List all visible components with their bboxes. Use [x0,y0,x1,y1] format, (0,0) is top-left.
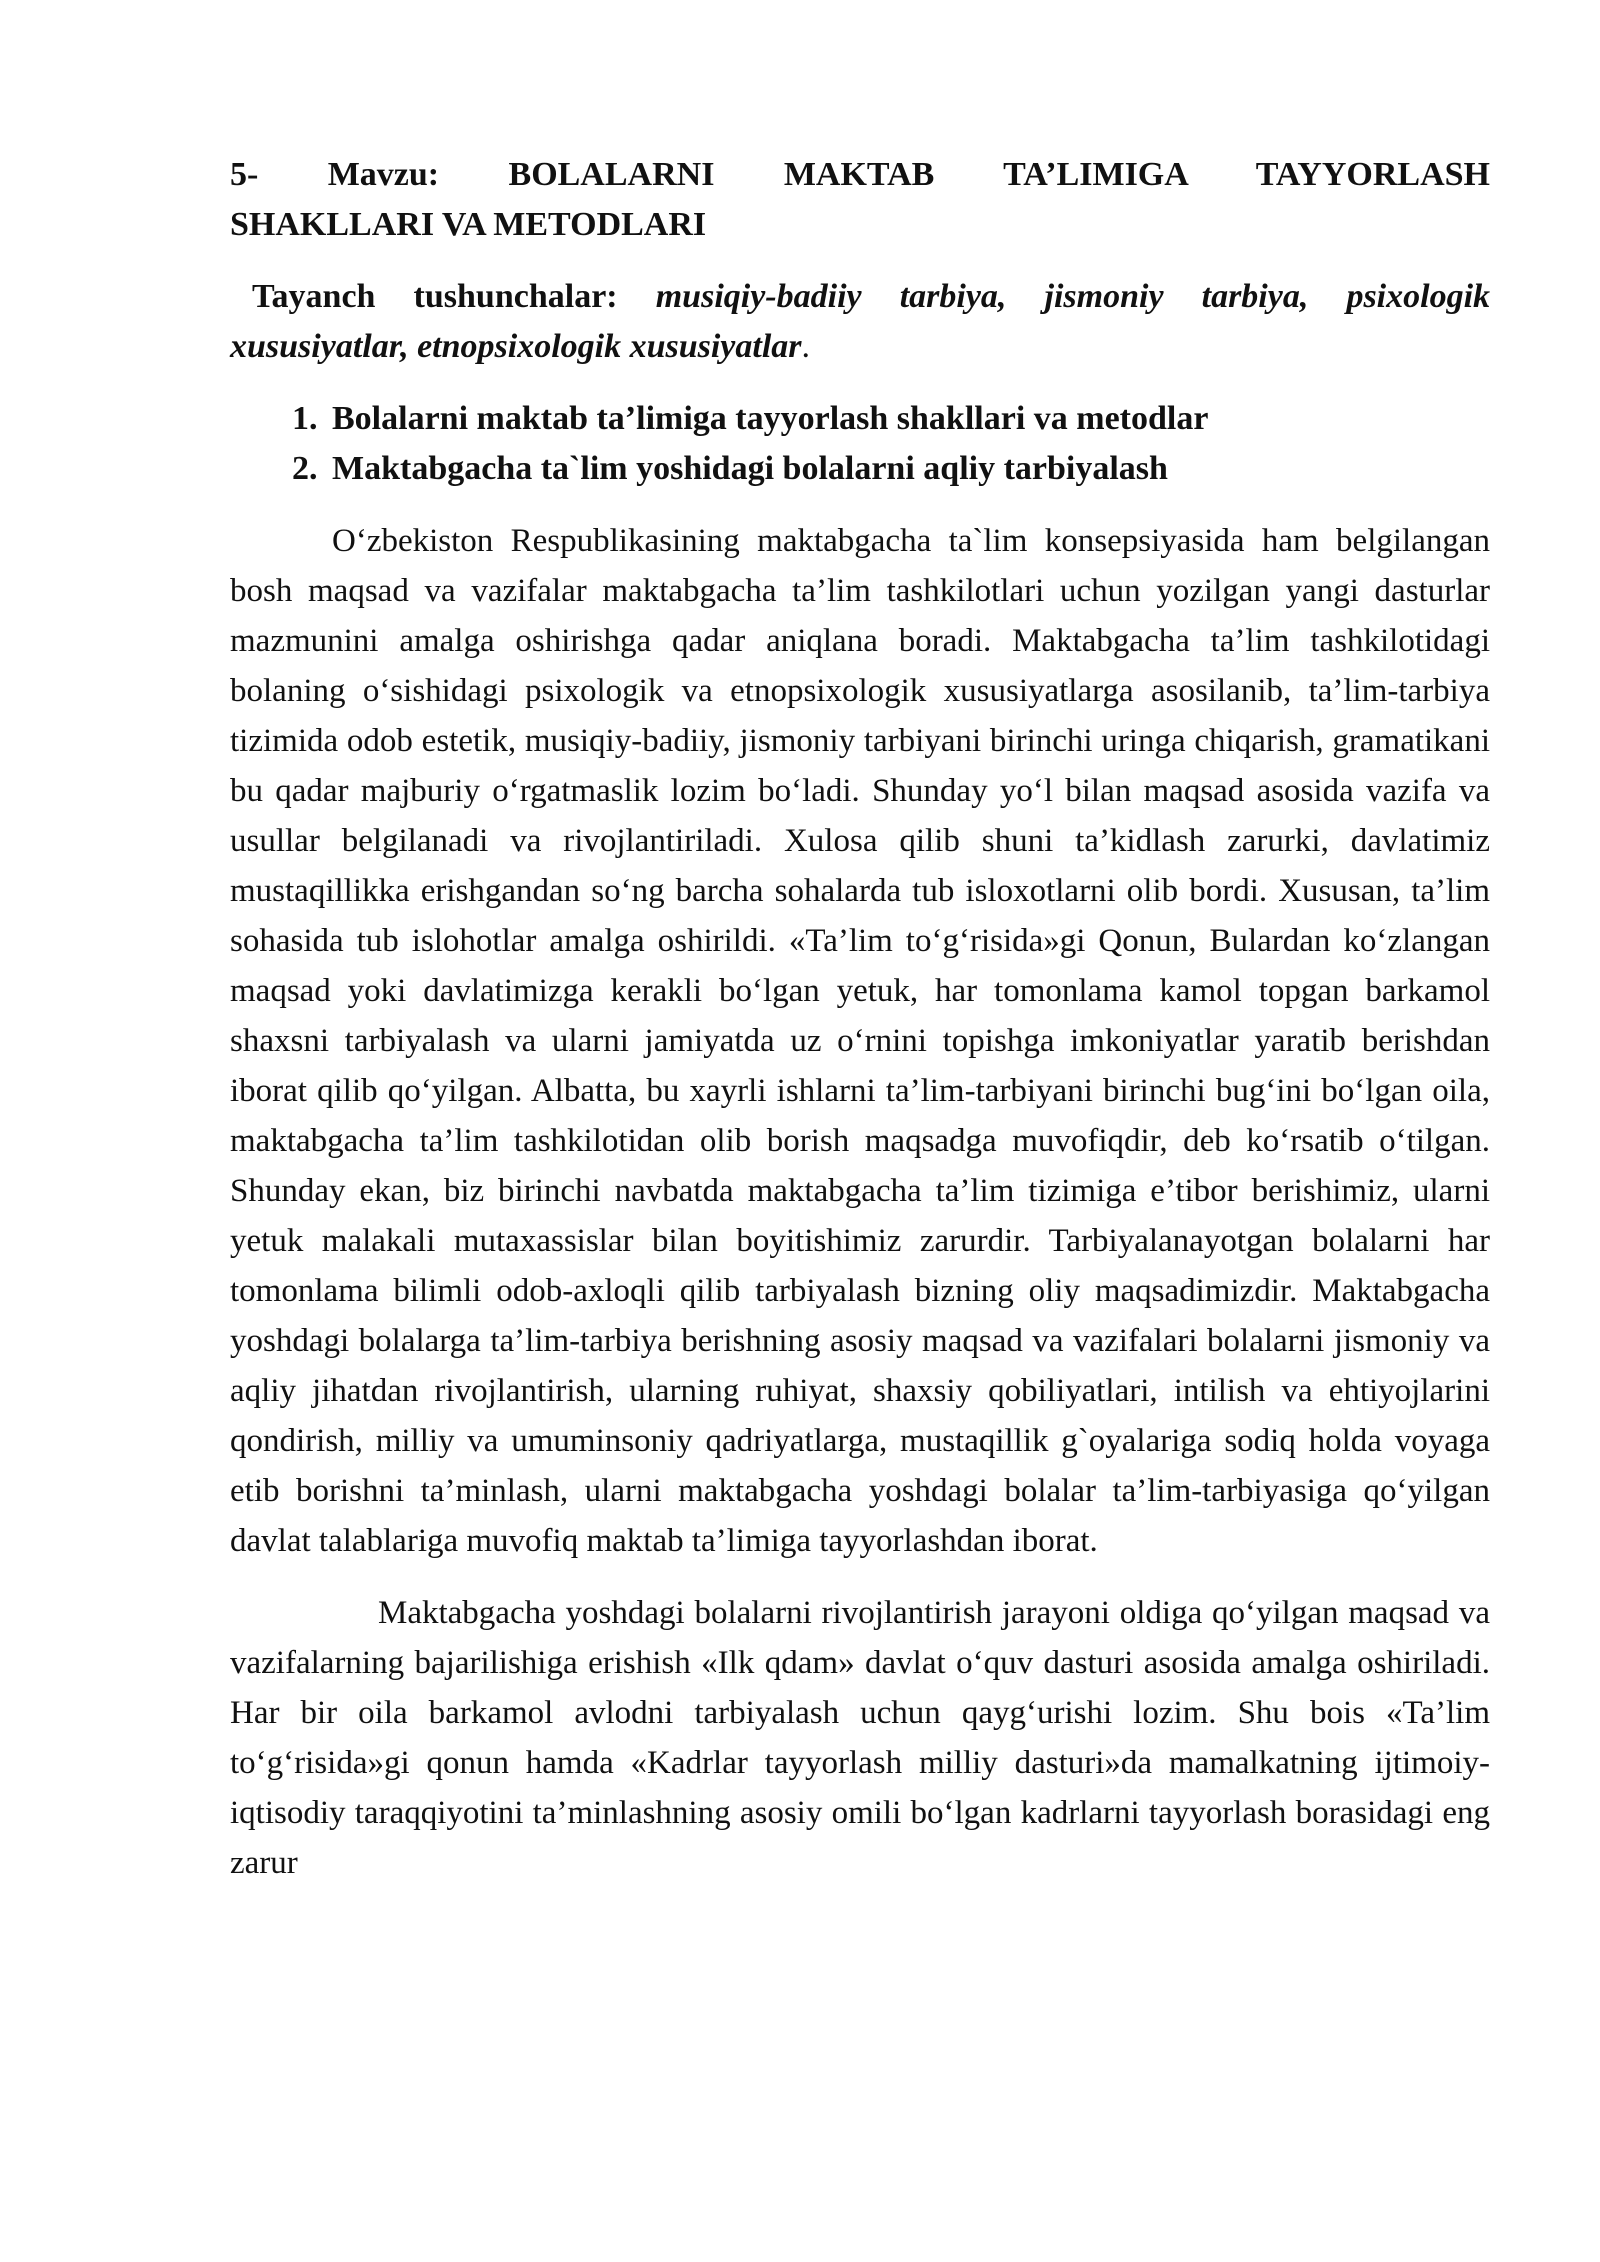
page-title [230,150,1490,250]
topic-item: 1. Bolalarni maktab ta’limiga tayyorlash shakllari va metodlar [326,394,1490,444]
keywords-label: Tayanch tushunchalar: [252,278,618,315]
keywords-end: . [801,328,811,365]
topics-list [230,394,1490,494]
title-line-1: 5- Mavzu: BOLALARNI MAKTAB TA’LIMIGA TAYYORLASH [230,156,1490,193]
body-paragraph-2: Maktabgacha yoshdagi bolalarni rivojlantirish jarayoni oldiga qo‘yilgan maqsad va vazifalarning bajarilishiga erishish «Ilk qdam» davlat o‘quv dasturi asosida amalga oshiriladi. Har bir oila barkamol avlodni tarbiyalash uchun qayg‘urishi lozim. Shu bois «Ta’lim to‘g‘risida»gi qonun hamda «Kadrlar tayyorlash milliy dasturi»da mamalkatning ijtimoiy-iqtisodiy taraqqiyotini ta’minlashning asosiy omili bo‘lgan kadrlarni tayyorlash borasidagi eng zarur [230,1595,1490,1881]
keywords-paragraph [230,272,1490,372]
document-page [230,150,1490,1910]
body-paragraph-1: O‘zbekiston Respublikasining maktabgacha ta`lim konsepsiyasida ham belgilangan bosh maqsad va vazifalar maktabgacha ta’lim tashkilotlari uchun yozilgan yangi dasturlar mazmunini amalga oshirishga qadar aniqlana boradi. Maktabgacha ta’lim tashkilotidagi bolaning o‘sishidagi psixologik va etnopsixologik xususiyatlarga asosilanib, ta’lim-tarbiya tizimida odob estetik, musiqiy-badiiy, jismoniy tarbiyani birinchi uringa chiqarish, gramatikani bu qadar majburiy o‘rgatmaslik lozim bo‘ladi. Shunday yo‘l bilan maqsad asosida vazifa va usullar belgilanadi va rivojlantiriladi. Xulosa qilib shuni ta’kidlash zarurki, davlatimiz mustaqillikka erishgandan so‘ng barcha sohalarda tub isloxotlarni olib bordi. Xususan, ta’lim sohasida tub islohotlar amalga oshirildi. «Ta’lim to‘g‘risida»gi Qonun, Bulardan ko‘zlangan maqsad yoki davlatimizga kerakli bo‘lgan yetuk, har tomonlama kamol topgan barkamol shaxsni tarbiyalash va ularni jamiyatda uz o‘rnini topishga imkoniyatlar yaratib berishdan iborat qilib qo‘yilgan. Albatta, bu xayrli ishlarni ta’lim-tarbiyani birinchi bug‘ini bo‘lgan oila, maktabgacha ta’lim tashkilotidan olib borish maqsadga muvofiqdir, deb ko‘rsatib o‘tilgan. Shunday ekan, biz birinchi navbatda maktabgacha ta’lim tizimiga e’tibor berishimiz, ularni yetuk malakali mutaxassislar bilan boyitishimiz zarurdir. Tarbiyalanayotgan bolalarni har tomonlama bilimli odob-axloqli qilib tarbiyalash bizning oliy maqsadimizdir. Maktabgacha yoshdagi bolalarga ta’lim-tarbiya berishning asosiy maqsad va vazifalari bolalarni jismoniy va aqliy jihatdan rivojlantirish, ularning ruhiyat, shaxsiy qobiliyatlari, intilish va ehtiyojlarini qondirish, milliy va umuminsoniy qadriyatlarga, mustaqillik g`oyalariga sodiq holda voyaga etib borishni ta’minlash, ularni maktabgacha yoshdagi bolalar ta’lim-tarbiyasiga qo‘yilgan davlat talablariga muvofiq maktab ta’limiga tayyorlashdan iborat. [230,523,1490,1559]
title-line-2: SHAKLLARI VA METODLARI [230,206,707,243]
keywords-terms: musiqiy-badiiy tarbiya, jismoniy tarbiya, psixologik xususiyatlar, etnopsixologik xususiyatlar [230,278,1491,365]
topic-item: 2. Maktabgacha ta`lim yoshidagi bolalarni aqliy tarbiyalash [326,444,1490,494]
